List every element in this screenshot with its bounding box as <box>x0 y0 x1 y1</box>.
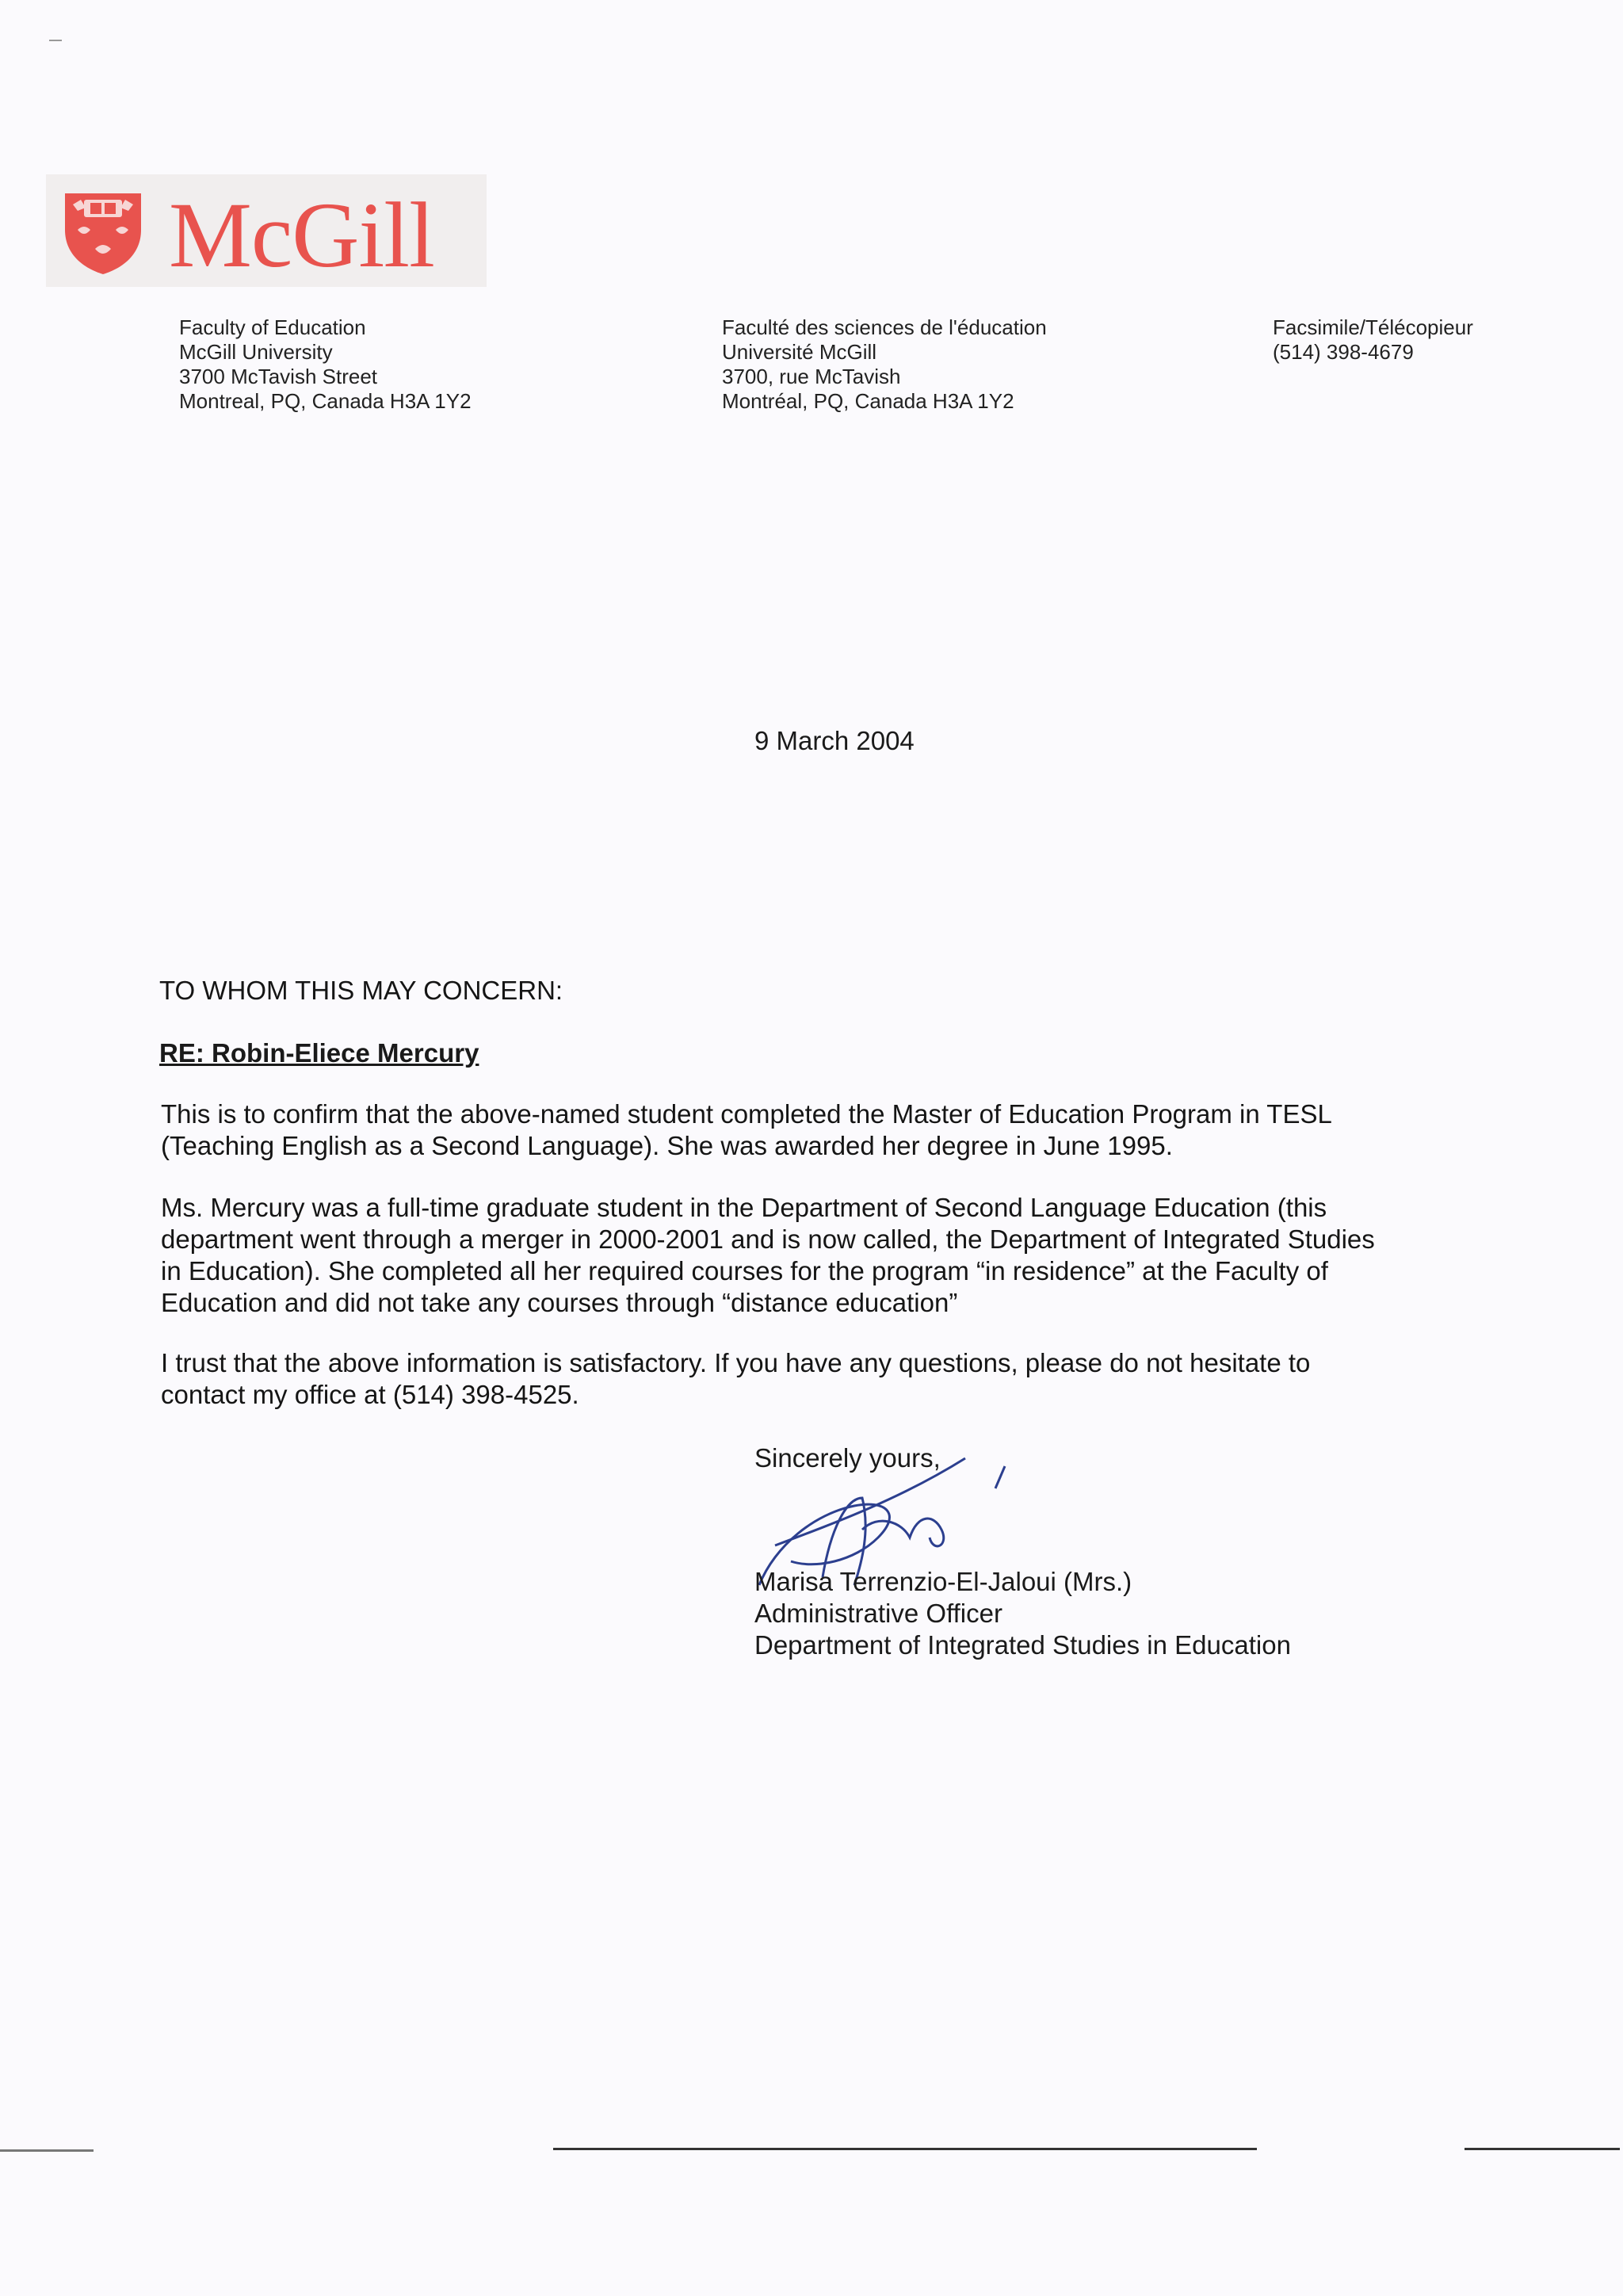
address-french <box>722 315 1047 414</box>
sign-off: Sincerely yours, <box>754 1443 941 1473</box>
salutation: TO WHOM THIS MAY CONCERN: <box>159 976 563 1005</box>
crest-icon <box>60 189 146 276</box>
footer-rule-left <box>0 2149 94 2152</box>
address-line: Université McGill <box>722 340 877 364</box>
fax-block <box>1273 315 1473 365</box>
paragraph-details: Ms. Mercury was a full-time graduate student in the Department of Second Language Education (this department went through a merger in 2000-2001 and is now called, the Department of Integrated Studies in Education). She completed all her required courses for the program “in residence” at the Faculty of Education and did not take any courses through “distance education” <box>161 1193 1375 1317</box>
footer-rule-right <box>1465 2148 1620 2150</box>
signer-department: Department of Integrated Studies in Education <box>754 1630 1291 1660</box>
paragraph-closing: I trust that the above information is satisfactory. If you have any questions, please do not hesitate to contact my office at (514) 398-4525. <box>161 1348 1311 1409</box>
address-line: Montréal, PQ, Canada H3A 1Y2 <box>722 389 1014 413</box>
letter-date: 9 March 2004 <box>754 726 915 755</box>
signer-name: Marisa Terrenzio-El-Jaloui (Mrs.) <box>754 1567 1132 1596</box>
signer-title: Administrative Officer <box>754 1599 1002 1628</box>
mcgill-logo <box>46 174 487 287</box>
address-line: 3700, rue McTavish <box>722 365 901 388</box>
fax-number: (514) 398-4679 <box>1273 340 1414 364</box>
address-english <box>179 315 472 414</box>
address-line: 3700 McTavish Street <box>179 365 378 388</box>
address-line: McGill University <box>179 340 333 364</box>
logo-wordmark: McGill <box>169 183 434 287</box>
signer-block <box>754 1566 1291 1661</box>
address-line: Faculty of Education <box>179 315 366 339</box>
address-line: Montreal, PQ, Canada H3A 1Y2 <box>179 389 472 413</box>
subject-line: RE: Robin-Eliece Mercury <box>159 1038 479 1068</box>
paragraph-confirmation: This is to confirm that the above-named student completed the Master of Education Program in TESL (Teaching English as a Second Language). She was awarded her degree in June 1995. <box>161 1099 1331 1160</box>
scan-mark <box>49 40 62 41</box>
fax-label: Facsimile/Télécopieur <box>1273 315 1473 339</box>
address-line: Faculté des sciences de l'éducation <box>722 315 1047 339</box>
footer-rule-center <box>553 2148 1257 2150</box>
